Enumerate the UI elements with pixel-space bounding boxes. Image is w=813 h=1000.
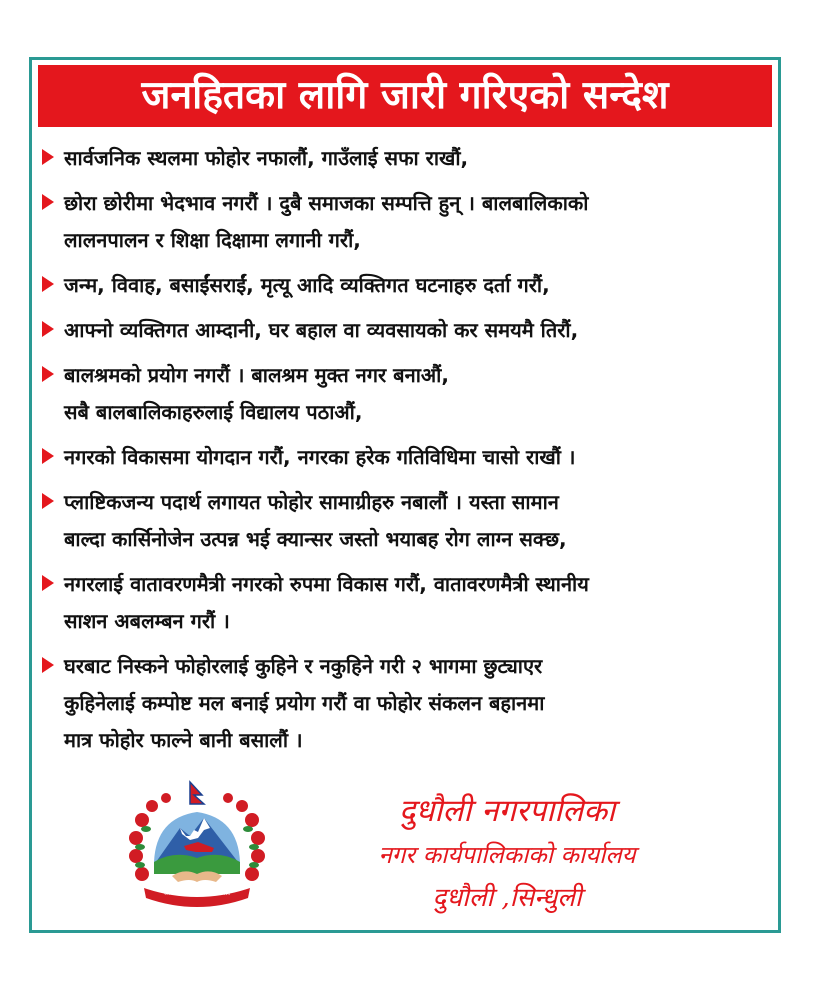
bullet-arrow-icon xyxy=(42,149,54,165)
bullet-arrow-icon xyxy=(42,448,54,464)
message-list xyxy=(38,140,776,767)
message-item xyxy=(38,140,776,177)
notice-banner-title: जनहितका लागि जारी गरिएको सन्देश xyxy=(38,65,772,127)
message-line: जन्म, विवाह, बसाईंसराईं, मृत्यू आदि व्यक्तिगत घटनाहरु दर्ता गरौं, xyxy=(64,273,550,297)
message-line: नगरको विकासमा योगदान गरौं, नगरका हरेक गतिविधिमा चासो राखौं । xyxy=(64,445,576,469)
message-line: नगरलाई वातावरणमैत्री नगरको रुपमा विकास गरौं, वातावरणमैत्री स्थानीय xyxy=(64,572,589,596)
bullet-arrow-icon xyxy=(42,575,54,591)
bullet-arrow-icon xyxy=(42,366,54,382)
bullet-arrow-icon xyxy=(42,493,54,509)
message-item xyxy=(38,312,776,349)
bullet-arrow-icon xyxy=(42,657,54,673)
message-item xyxy=(38,185,776,259)
message-line: लालनपालन र शिक्षा दिक्षामा लगानी गरौं, xyxy=(64,228,361,252)
message-item xyxy=(38,267,776,304)
message-line: साशन अबलम्बन गरौं । xyxy=(64,609,230,633)
message-item xyxy=(38,648,776,759)
message-item xyxy=(38,439,776,476)
message-line: बालश्रमको प्रयोग नगरौं । बालश्रम मुक्त नगर बनाऔं, xyxy=(64,363,449,387)
message-line: सार्वजनिक स्थलमा फोहोर नफालौं, गाउँलाई सफा राखौं, xyxy=(64,146,469,170)
message-line: कुहिनेलाई कम्पोष्ट मल बनाई प्रयोग गरौं वा फोहोर संकलन बहानमा xyxy=(64,691,545,715)
bullet-arrow-icon xyxy=(42,321,54,337)
message-line: आफ्नो व्यक्तिगत आम्दानी, घर बहाल वा व्यवसायको कर समयमै तिरौं, xyxy=(64,318,579,342)
message-item xyxy=(38,566,776,640)
emblem-motto: जननी जन्मभूमिश्च स्वर्गादपि गरीयसी xyxy=(163,891,231,897)
bullet-arrow-icon xyxy=(42,276,54,292)
nepal-emblem-icon xyxy=(124,778,270,908)
bullet-arrow-icon xyxy=(42,194,54,210)
office-block xyxy=(287,788,727,920)
message-line: घरबाट निस्कने फोहोरलाई कुहिने र नकुहिने गरी २ भागमा छुट्याएर xyxy=(64,654,543,678)
message-line: बाल्दा कार्सिनोजेन उत्पन्न भई क्यान्सर जस्तो भयाबह रोग लाग्न सक्छ, xyxy=(64,527,567,551)
municipality-name: दुधौली नगरपालिका xyxy=(398,793,616,829)
message-line: सबै बालबालिकाहरुलाई विद्यालय पठाऔं, xyxy=(64,400,363,424)
notice-frame xyxy=(29,57,781,933)
message-item xyxy=(38,357,776,431)
message-line: छोरा छोरीमा भेदभाव नगरौं । दुबै समाजका सम्पत्ति हुन् । बालबालिकाको xyxy=(64,191,589,215)
message-line: प्लाष्टिकजन्य पदार्थ लगायत फोहोर सामाग्रीहरु नबालौं । यस्ता सामान xyxy=(64,490,559,514)
office-subtitle: नगर कार्यपालिकाको कार्यालय xyxy=(378,841,636,869)
office-location: दुधौली ,सिन्धुली xyxy=(432,883,582,913)
message-line: मात्र फोहोर फाल्ने बानी बसालौं । xyxy=(64,728,303,752)
message-item xyxy=(38,484,776,558)
